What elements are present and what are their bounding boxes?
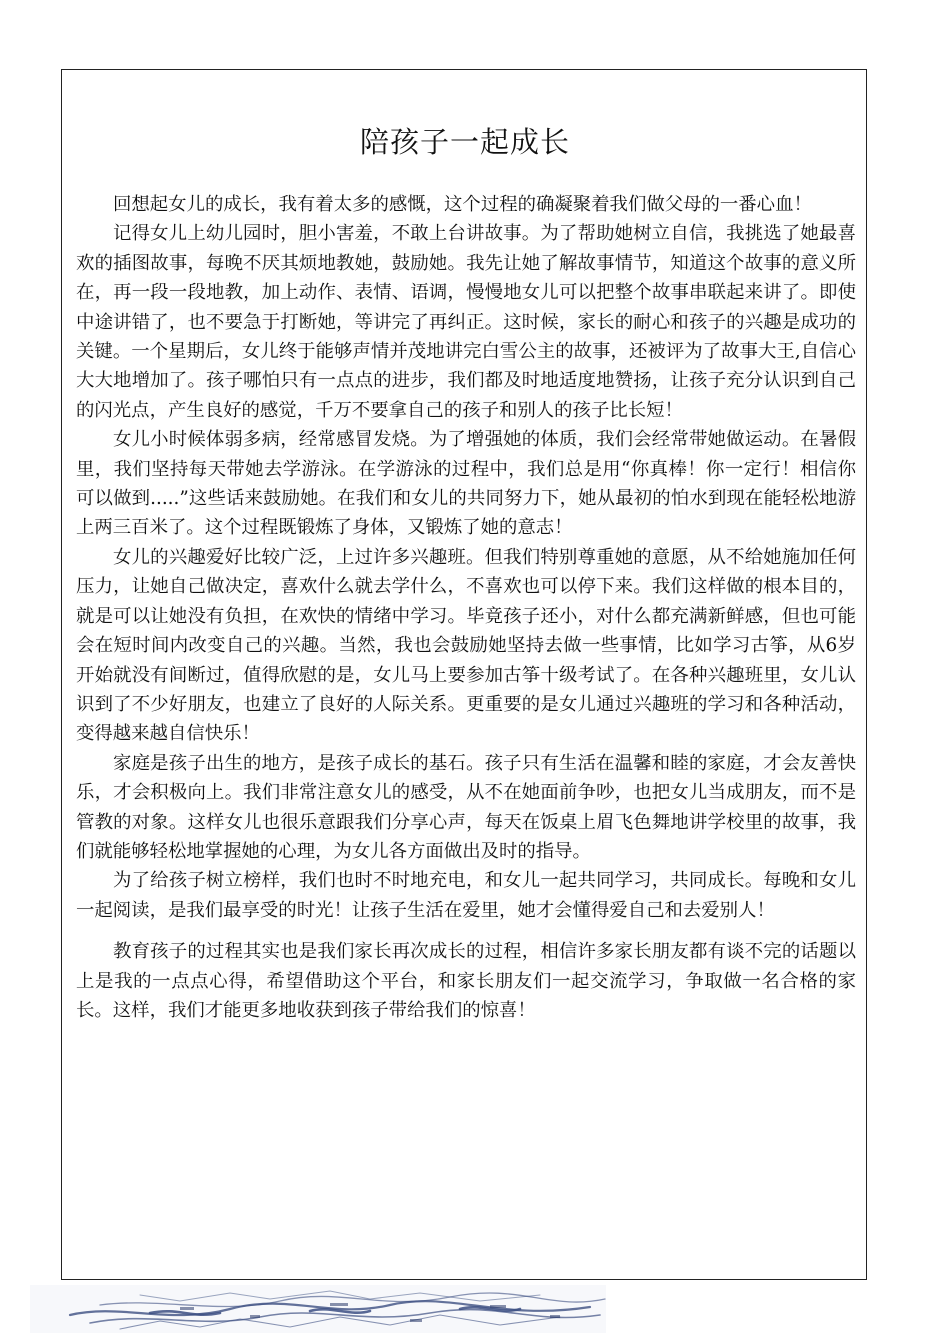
paragraph-4: 女儿的兴趣爱好比较广泛，上过许多兴趣班。但我们特别尊重她的意愿，从不给她施加任何压力，让她自己做决定，喜欢什么就去学什么，不喜欢也可以停下来。我们这样做的根本目的，就是可以让她没有负担，在欢快的情绪中学习。毕竟孩子还小，对什么都充满新鲜感，但也可能会在短时间内改变自己的兴趣。当然，我也会鼓励她坚持去做一些事情，比如学习古筝，从6岁开始就没有间断过，值得欣慰的是，女儿马上要参加古筝十级考试了。在各种兴趣班里，女儿认识到了不少好朋友，也建立了良好的人际关系。更重要的是女儿通过兴趣班的学习和各种活动，变得越来越自信快乐！ xyxy=(76,546,856,745)
paragraph-6: 为了给孩子树立榜样，我们也时不时地充电，和女儿一起共同学习，共同成长。每晚和女儿一起阅读，是我们最享受的时光！让孩子生活在爱里，她才会懂得爱自己和去爱别人！ xyxy=(76,870,856,921)
paragraph-2: 记得女儿上幼儿园时，胆小害羞，不敢上台讲故事。为了帮助她树立自信，我挑选了她最喜欢的插图故事，每晚不厌其烦地教她，鼓励她。我先让她了解故事情节，知道这个故事的意义所在，再一段一段地教，加上动作、表情、语调，慢慢地女儿可以把整个故事串联起来讲了。即使中途讲错了，也不要急于打断她，等讲完了再纠正。这时候，家长的耐心和孩子的兴趣是成功的关键。一个星期后，女儿终于能够声情并茂地讲完白雪公主的故事，还被评为了故事大王,自信心大大地增加了。孩子哪怕只有一点点的进步，我们都及时地适度地赞扬，让孩子充分认识到自己的闪光点，产生良好的感觉，千万不要拿自己的孩子和别人的孩子比长短！ xyxy=(76,223,856,421)
paragraph-1: 回想起女儿的成长，我有着太多的感慨，这个过程的确凝聚着我们做父母的一番心血！ xyxy=(113,194,812,215)
article-body xyxy=(76,190,856,1025)
paragraph-3: 女儿小时候体弱多病，经常感冒发烧。为了增强她的体质，我们会经常带她做运动。在暑假里，我们坚持每天带她去学游泳。在学游泳的过程中，我们总是用“你真棒！你一定行！相信你可以做到.....”这些话来鼓励她。在我们和女儿的共同努力下，她从最初的怕水到现在能轻松地游上两三百米了。这个过程既锻炼了身体，又锻炼了她的意志！ xyxy=(76,429,856,539)
page-title: 陪孩子一起成长 xyxy=(359,125,570,159)
decorative-scribble-image xyxy=(30,1285,606,1333)
paragraph-5: 家庭是孩子出生的地方，是孩子成长的基石。孩子只有生活在温馨和睦的家庭，才会友善快乐，才会积极向上。我们非常注意女儿的感受，从不在她面前争吵，也把女儿当成朋友，而不是管教的对象。这样女儿也很乐意跟我们分享心声，每天在饭桌上眉飞色舞地讲学校里的故事，我们就能够轻松地掌握她的心理，为女儿各方面做出及时的指导。 xyxy=(76,752,856,862)
paragraph-7: 教育孩子的过程其实也是我们家长再次成长的过程，相信许多家长朋友都有谈不完的话题以上是我的一点点心得，希望借助这个平台，和家长朋友们一起交流学习，争取做一名合格的家长。这样，我们才能更多地收获到孩子带给我们的惊喜！ xyxy=(76,941,856,1021)
